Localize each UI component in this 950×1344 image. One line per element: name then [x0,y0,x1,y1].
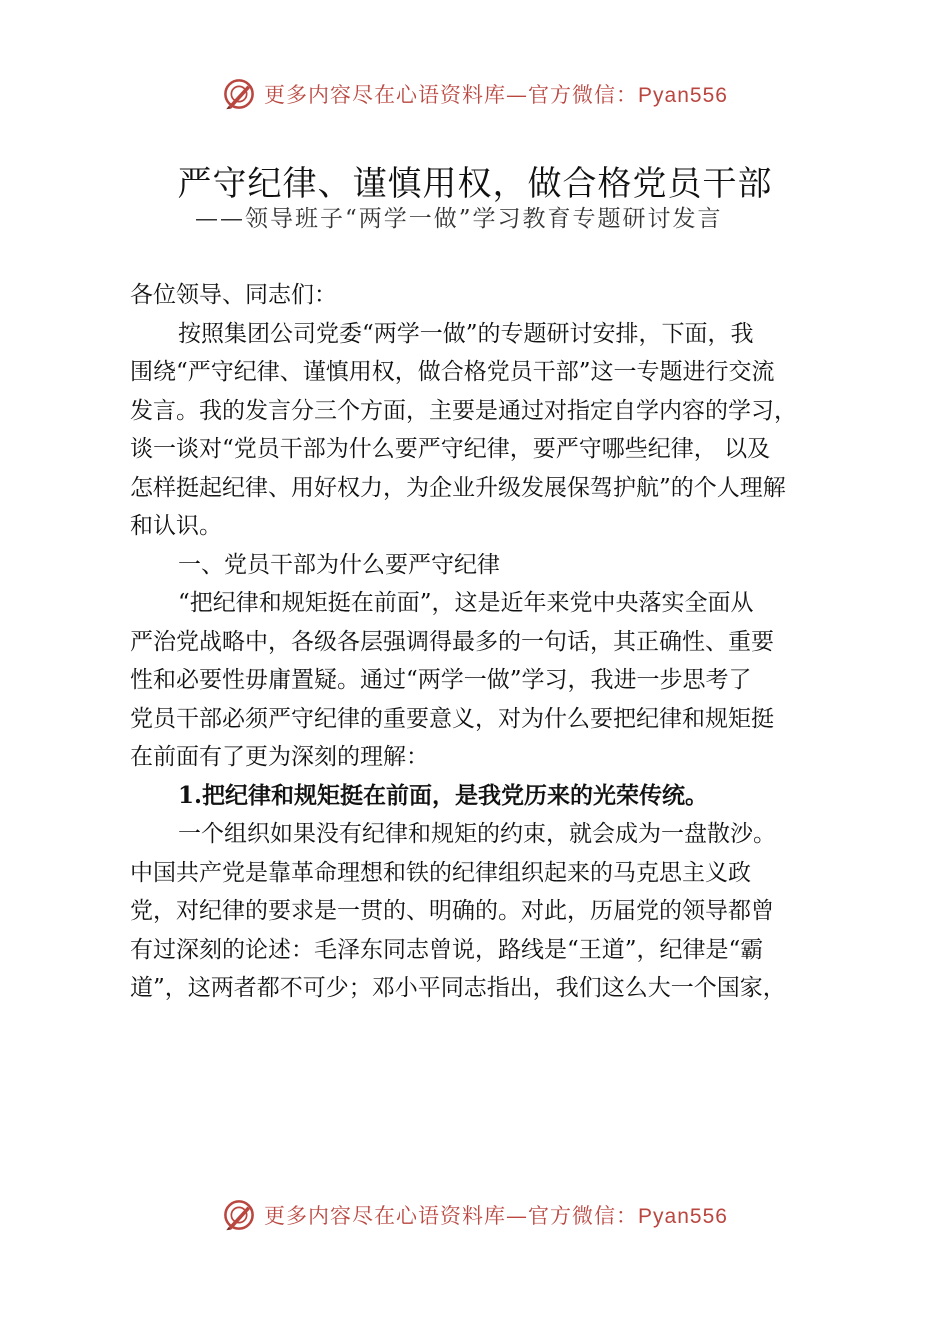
intro-line: 发言。我的发言分三个方面，主要是通过对指定自学内容的学习， [130,397,797,424]
pen-logo-icon [222,1198,256,1232]
section-line: 在前面有了更为深刻的理解： [130,744,429,770]
banner-text [264,1200,728,1230]
section-heading: 一、党员干部为什么要严守纪律 [178,551,500,578]
point-line: 有过深刻的论述：毛泽东同志曾说，路线是“王道”，纪律是“霸 [130,936,764,963]
point-line: 党，对纪律的要求是一贯的、明确的。对此，历届党的领导都曾 [130,898,774,924]
intro-line: 围绕“严守纪律、谨慎用权，做合格党员干部”这一专题进行交流 [130,359,775,385]
section-line: “把纪律和规矩挺在前面”，这是近年来党中央落实全面从 [178,590,754,616]
footer-banner [0,1195,950,1235]
point-line: 道”，这两者都不可少；邓小平同志指出，我们这么大一个国家， [130,975,786,1001]
intro-line: 按照集团公司党委“两学一做”的专题研讨安排，下面，我 [178,320,754,347]
banner-text [264,79,728,109]
document-subtitle: ——领导班子“两学一做”学习教育专题研讨发言 [195,206,723,232]
section-line: 性和必要性毋庸置疑。通过“两学一做”学习，我进一步思考了 [130,667,752,693]
document-body [130,276,830,1008]
intro-line: 怎样挺起纪律、用好权力，为企业升级发展保驾护航”的个人理解 [130,474,786,501]
intro-line: 谈一谈对“党员干部为什么要严守纪律，要严守哪些纪律， 以及 [130,436,771,462]
section-line: 严治党战略中，各级各层强调得最多的一句话，其正确性、重要 [130,628,774,655]
banner-wechat-id: Pyan556 [638,84,728,107]
pen-logo-icon [222,77,256,111]
point-line: 中国共产党是靠革命理想和铁的纪律组织起来的马克思主义政 [130,859,751,886]
point-line: 一个组织如果没有纪律和规矩的约束，就会成为一盘散沙。 [178,821,776,847]
banner-caption: 更多内容尽在心语资料库—官方微信： [264,83,639,107]
header-banner [0,74,950,114]
section-line: 党员干部必须严守纪律的重要意义，对为什么要把纪律和规矩挺 [130,705,774,732]
greeting: 各位领导、同志们： [130,282,337,308]
intro-line: 和认识。 [130,513,222,539]
banner-wechat-id: Pyan556 [638,1205,728,1228]
point-heading: 1.把纪律和规矩挺在前面，是我党历来的光荣传统。 [178,781,709,809]
document-title: 严守纪律、谨慎用权，做合格党员干部 [177,164,773,204]
banner-caption: 更多内容尽在心语资料库—官方微信： [264,1204,639,1228]
